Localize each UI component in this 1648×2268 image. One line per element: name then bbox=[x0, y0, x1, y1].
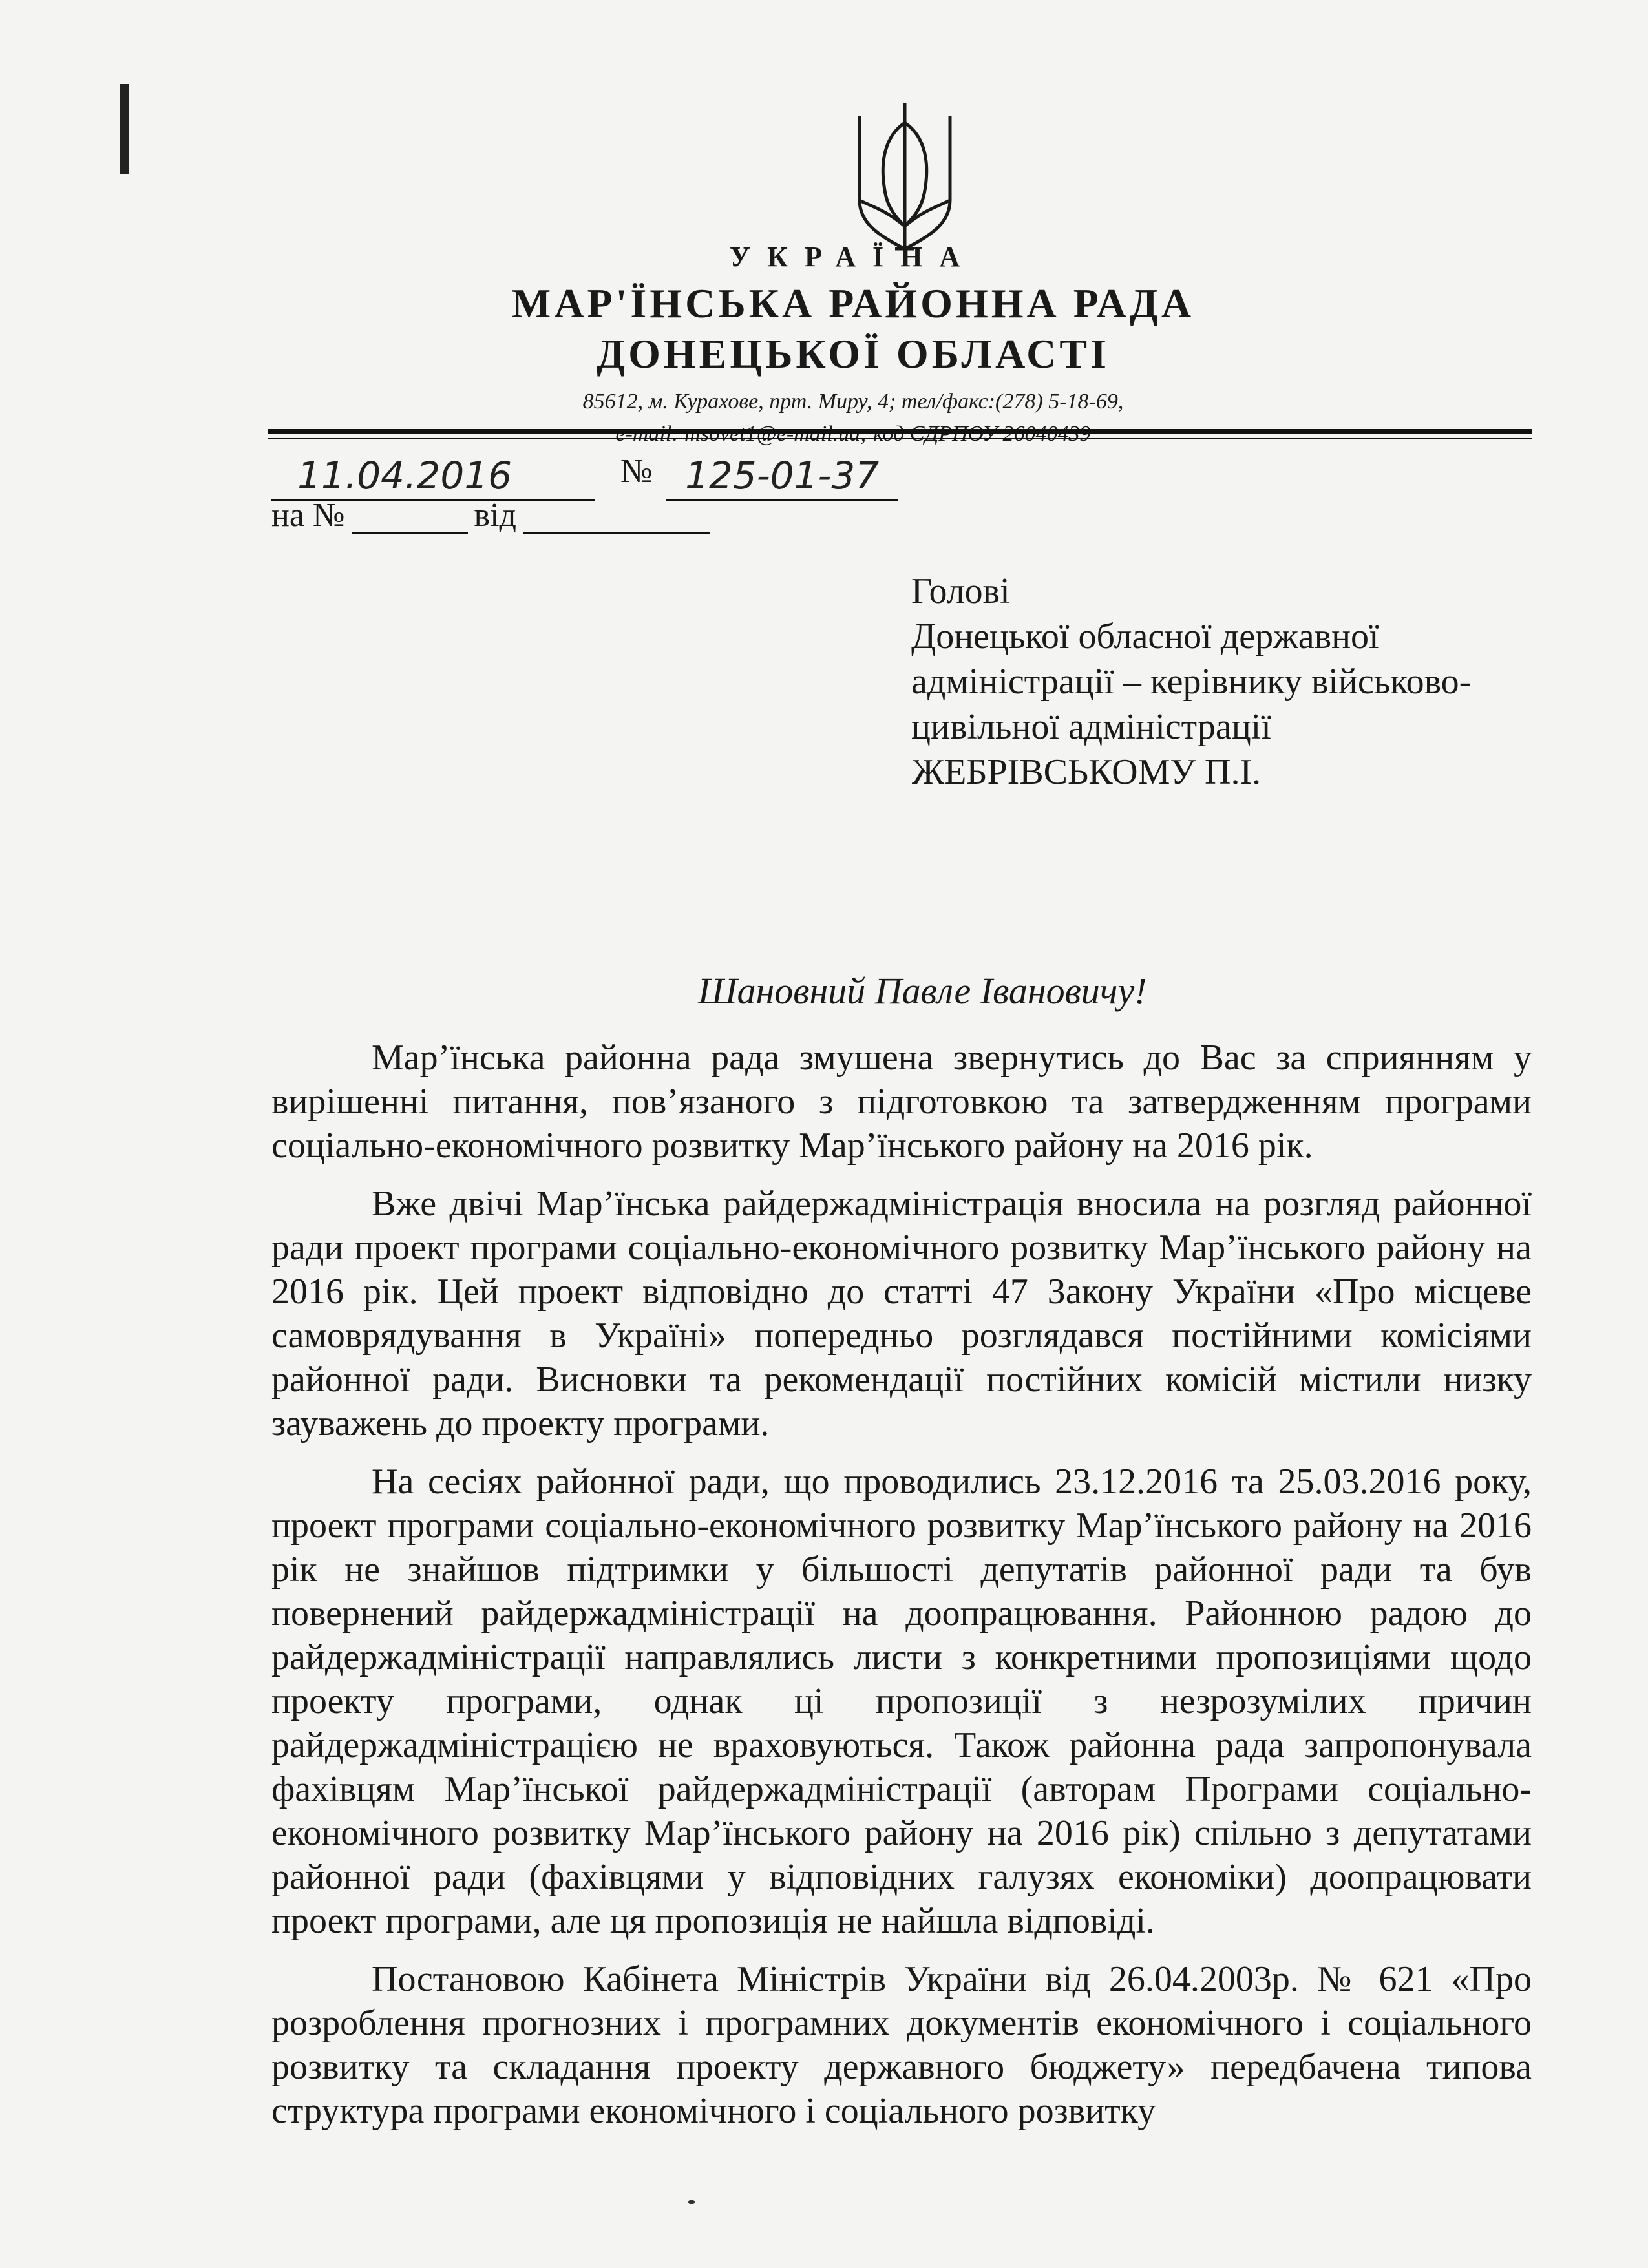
body-paragraph: Мар’їнська районна рада змушена звернутись до Вас за сприянням у вирішенні питання, пов’язаного з підготовкою та затвердженням програми соціально-економічного розвитку Мар’їнського району на 2016 рік. bbox=[271, 1038, 1532, 1166]
reverse-side-bleed-through bbox=[265, 58, 1525, 101]
addressee-line: цивільної адміністрації bbox=[911, 707, 1271, 747]
addressee-line: адміністрації – керівнику військово- bbox=[911, 662, 1472, 702]
addressee-block bbox=[911, 569, 1471, 795]
contact-address: 85612, м. Курахове, прт. Миру, 4; тел/факс:(278) 5-18-69, bbox=[582, 390, 1124, 414]
letterhead bbox=[452, 240, 1254, 450]
outgoing-number-label: № bbox=[620, 453, 653, 490]
scan-speck bbox=[688, 2200, 695, 2204]
addressee-name: ЖЕБРІВСЬКОМУ П.І. bbox=[912, 752, 1262, 792]
reply-number-blank bbox=[352, 501, 468, 534]
reply-date-blank bbox=[523, 501, 710, 534]
letterhead-rule-thin bbox=[268, 438, 1532, 439]
outgoing-number-field bbox=[666, 452, 898, 501]
organization-name: МАР'ЇНСЬКА РАЙОННА РАДА bbox=[511, 280, 1195, 326]
outgoing-number: 125-01-37 bbox=[685, 454, 880, 498]
body-paragraph: На сесіях районної ради, що проводились 23.12.2016 та 25.03.2016 року, проект програми соціально-економічного розвитку Мар’їнського району на 2016 рік не знайшов підтримки у більшості депутатів районної ради та був повернений райдержадміністрації на доопрацювання. Районною радою до райдержадміністрації направлялись листи з конкретними пропозиціями щодо проекту програми, однак ці пропозиції з незрозумілих причин райдержадміністрацією не враховуються. Також районна рада запропонувала фахівцям Мар’їнської райдержадміністрації (авторам Програми соціально-економічного розвитку Мар’їнського району на 2016 рік) спільно з депутатами районної ради (фахівцями у відповідних галузях економіки) доопрацювати проект програми, але ця пропозиція не найшла відповіді. bbox=[271, 1462, 1532, 1941]
letter-body bbox=[271, 1036, 1532, 2147]
salutation: Шановний Павле Івановичу! bbox=[698, 970, 1147, 1012]
page-mark bbox=[120, 84, 129, 174]
reply-reference bbox=[271, 496, 710, 534]
reply-from-label: від bbox=[474, 497, 516, 534]
outgoing-date: 11.04.2016 bbox=[297, 454, 512, 498]
outgoing-date-field bbox=[271, 452, 595, 501]
country-name: УКРАЇНА bbox=[729, 241, 977, 273]
letterhead-rule bbox=[268, 429, 1532, 434]
body-paragraph: Вже двічі Мар’їнська райдержадміністрація вносила на розгляд районної ради проект програми соціально-економічного розвитку Мар’їнського району на 2016 рік. Цей проект відповідно до статті 47 Закону України «Про місцеве самоврядування в Україні» попередньо розглядався постійними комісіями районної ради. Висновки та рекомендації постійних комісій містили низку зауважень до проекту програми. bbox=[271, 1184, 1532, 1444]
addressee-line: Голові bbox=[911, 571, 1010, 611]
trident-emblem-icon bbox=[840, 97, 969, 265]
body-paragraph: Постановою Кабінета Міністрів України від 26.04.2003р. № 621 «Про розроблення прогнозних і програмних документів економічного і соціального розвитку та складання проекту державного бюджету» передбачена типова структура програми економічного і соціального розвитку bbox=[271, 1959, 1532, 2131]
reply-number-label: на № bbox=[271, 497, 345, 534]
organization-region: ДОНЕЦЬКОЇ ОБЛАСТІ bbox=[597, 331, 1110, 377]
contact-email-code bbox=[452, 418, 1254, 450]
addressee-line: Донецької обласної державної bbox=[911, 616, 1379, 656]
